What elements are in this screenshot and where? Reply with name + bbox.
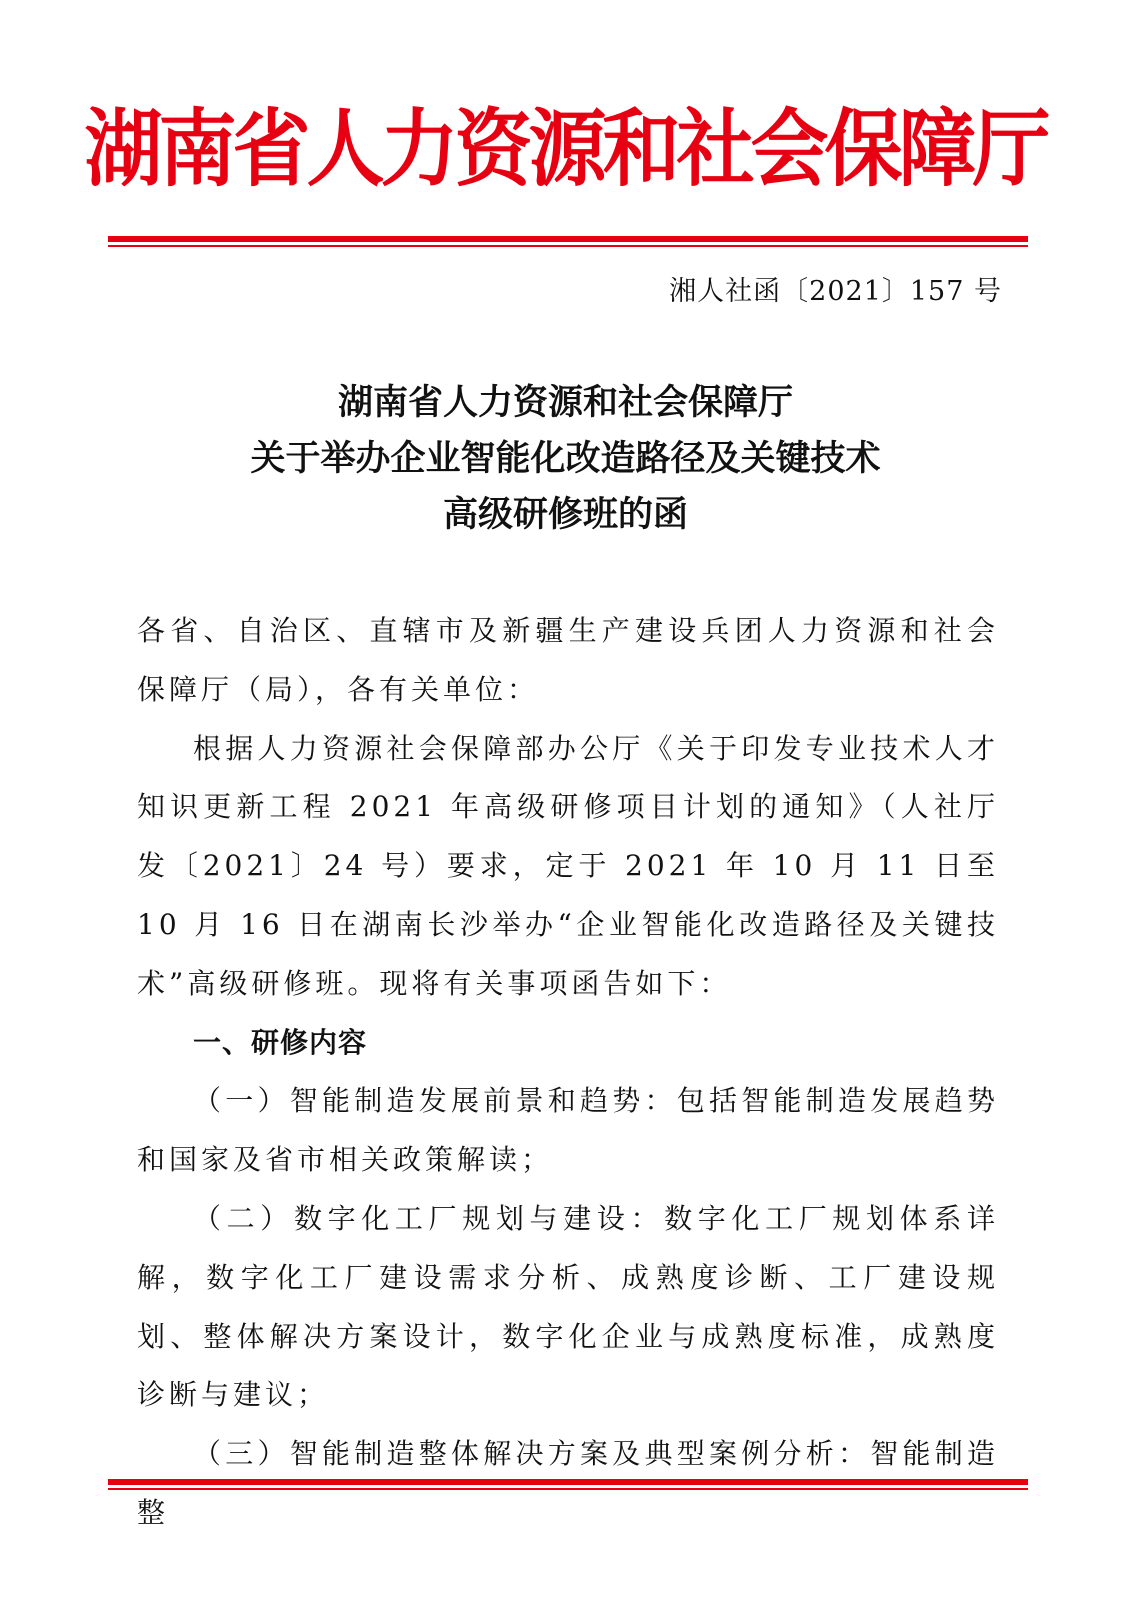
document-title-line-2: 关于举办企业智能化改造路径及关键技术 — [250, 438, 881, 479]
list-item-1: （一）智能制造发展前景和趋势：包括智能制造发展趋势和国家及省市相关政策解读； — [137, 1084, 999, 1177]
footer-rule-thin — [108, 1488, 1028, 1490]
list-item-2: （二）数字化工厂规划与建设：数字化工厂规划体系详解，数字化工厂建设需求分析、成熟度诊断、工厂建设规划、整体解决方案设计，数字化企业与成熟度标准，成熟度诊断与建议； — [137, 1201, 999, 1412]
footer-rule-thick — [108, 1479, 1028, 1485]
letterhead-rule-thick — [108, 236, 1028, 242]
letterhead-rule-thin — [108, 245, 1028, 247]
document-number: 湘人社函〔2021〕157 号 — [669, 276, 1002, 307]
list-item-3: （三）智能制造整体解决方案及典型案例分析：智能制造整 — [137, 1437, 999, 1529]
salutation: 各省、自治区、直辖市及新疆生产建设兵团人力资源和社会保障厅（局），各有关单位： — [137, 614, 999, 706]
document-title-line-1: 湖南省人力资源和社会保障厅 — [337, 382, 793, 423]
document-title — [0, 375, 1131, 543]
paragraph-intro: 根据人力资源社会保障部办公厅《关于印发专业技术人才知识更新工程 2021 年高级研修项目计划的通知》（人社厅发〔2021〕24 号）要求，定于 2021 年 10 月 11 日至 10 月 16 日在湖南长沙举办“企业智能化改造路径及关键技术”高级研修班。现将有关事项函告如下： — [137, 731, 999, 1000]
letterhead-org-name: 湖南省人力资源和社会保障厅 — [84, 100, 1047, 199]
document-body — [137, 602, 999, 1543]
document-title-line-3: 高级研修班的函 — [442, 494, 688, 535]
section-heading-research-content: 一、研修内容 — [193, 1025, 368, 1059]
